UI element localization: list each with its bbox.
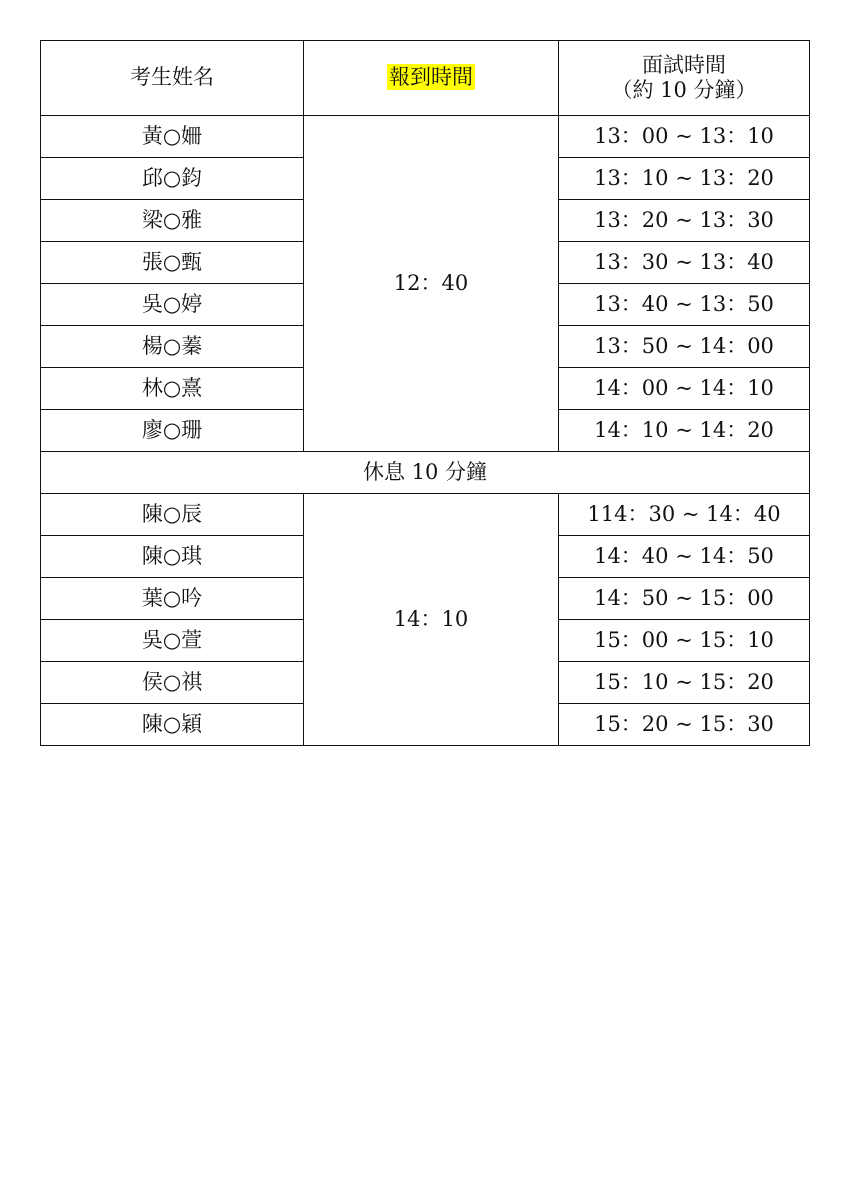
header-interview-time (559, 41, 810, 116)
interview-time: 14：50 ~ 15：00 (559, 578, 810, 620)
candidate-name: 陳○穎 (41, 704, 304, 746)
candidate-name: 黃○姍 (41, 116, 304, 158)
candidate-name: 梁○雅 (41, 200, 304, 242)
interview-time: 15：00 ~ 15：10 (559, 620, 810, 662)
candidate-name: 林○熹 (41, 368, 304, 410)
candidate-name: 廖○珊 (41, 410, 304, 452)
candidate-name: 吳○萱 (41, 620, 304, 662)
report-time-group1: 12：40 (304, 116, 559, 452)
interview-time: 14：40 ~ 14：50 (559, 536, 810, 578)
header-row (41, 41, 810, 116)
interview-time: 14：00 ~ 14：10 (559, 368, 810, 410)
candidate-name: 陳○琪 (41, 536, 304, 578)
candidate-name: 楊○蓁 (41, 326, 304, 368)
interview-time: 14：10 ~ 14：20 (559, 410, 810, 452)
header-report-time-label: 報到時間 (389, 65, 473, 90)
interview-time: 13：50 ~ 14：00 (559, 326, 810, 368)
interview-time: 13：40 ~ 13：50 (559, 284, 810, 326)
candidate-name: 邱○鈞 (41, 158, 304, 200)
header-interview-time-line2: （約 10 分鐘） (611, 78, 757, 102)
interview-time: 13：10 ~ 13：20 (559, 158, 810, 200)
interview-time: 15：10 ~ 15：20 (559, 662, 810, 704)
candidate-name: 張○甄 (41, 242, 304, 284)
report-time-group2: 14：10 (304, 494, 559, 746)
header-name: 考生姓名 (41, 41, 304, 116)
header-report-time (304, 41, 559, 116)
interview-time: 13：20 ~ 13：30 (559, 200, 810, 242)
candidate-name: 葉○吟 (41, 578, 304, 620)
break-row (41, 452, 810, 494)
interview-schedule-table (40, 40, 810, 746)
break-label: 休息 10 分鐘 (41, 452, 810, 494)
interview-time: 13：00 ~ 13：10 (559, 116, 810, 158)
table-row (41, 494, 810, 536)
interview-time: 13：30 ~ 13：40 (559, 242, 810, 284)
candidate-name: 陳○辰 (41, 494, 304, 536)
candidate-name: 侯○祺 (41, 662, 304, 704)
interview-time: 15：20 ~ 15：30 (559, 704, 810, 746)
header-interview-time-line1: 面試時間 (642, 52, 726, 77)
candidate-name: 吳○婷 (41, 284, 304, 326)
table-row (41, 116, 810, 158)
interview-time: 114：30 ~ 14：40 (559, 494, 810, 536)
